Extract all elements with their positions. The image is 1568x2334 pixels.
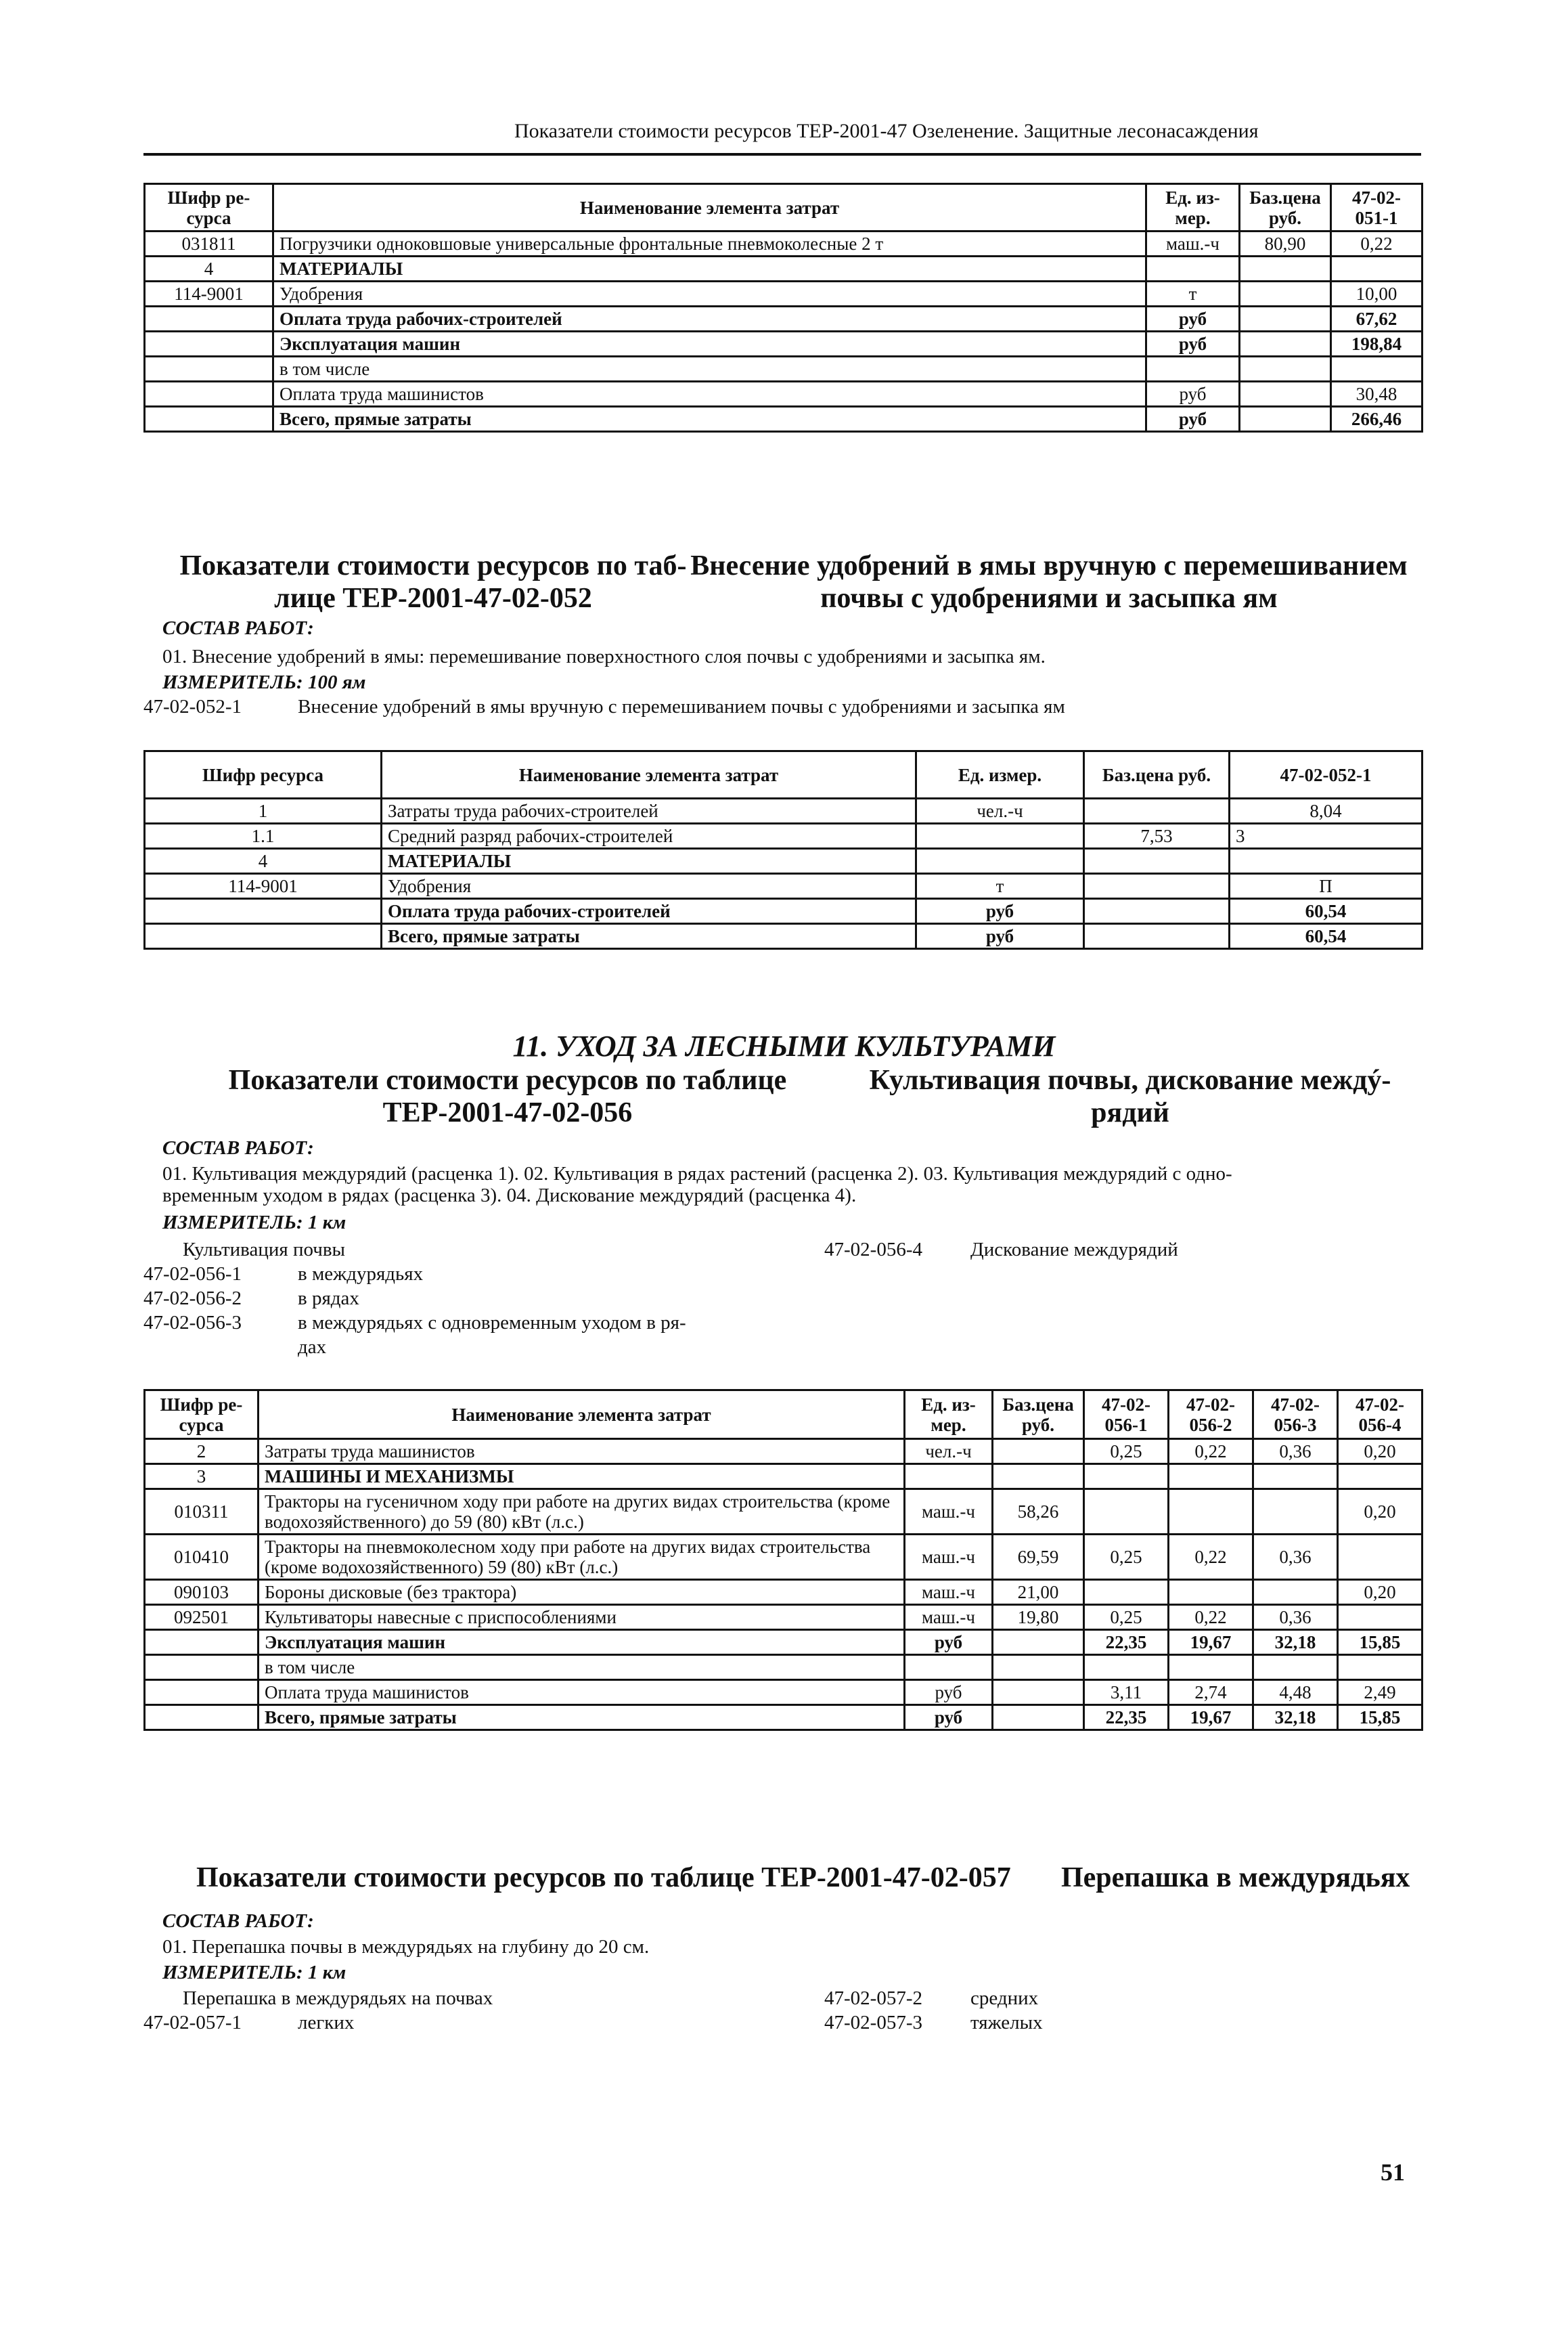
table-row: в том числе	[145, 1655, 1423, 1680]
izmeritel: ИЗМЕРИТЕЛЬ: 1 км	[162, 1212, 346, 1233]
izmeritel: ИЗМЕРИТЕЛЬ: 1 км	[162, 1962, 346, 1983]
table-row: 010410 Тракторы на пневмоколесном ходу при работе на других видах строительства (кроме водохозяйственного) 59 (80) кВт (л.с.) маш.-ч 69,59 0,25 0,22 0,36	[145, 1535, 1423, 1580]
col-header: Наименование элемента затрат	[259, 1390, 905, 1439]
col-header: Наименование элемента затрат	[382, 751, 916, 799]
table-row: 031811 Погрузчики одноковшовые универсальные фронтальные пневмоколесные 2 т маш.-ч 80,90 0,22	[145, 232, 1423, 257]
col-header: 47-02-056-1	[1084, 1390, 1169, 1439]
page-number: 51	[1381, 2159, 1405, 2186]
section-title-right: Внесение удобрений в ямы вручную с перемешиванием почвы с удобрениями и засыпка ям	[690, 550, 1408, 614]
table-row: в том числе	[145, 357, 1423, 382]
rate-description: Внесение удобрений в ямы вручную с перемешиванием почвы с удобрениями и засыпка ям	[298, 696, 1065, 718]
section-title-right: Культивация почвы, дискование междý- рядий	[869, 1065, 1391, 1128]
table-row: 090103 Бороны дисковые (без трактора) маш.-ч 21,00 0,20	[145, 1580, 1423, 1605]
col-header: Шифр ре-сурса	[145, 184, 273, 232]
table-row: 1 Затраты труда рабочих-строителей чел.-ч 8,04	[145, 799, 1423, 824]
rate-description: Дискование междурядий	[970, 1239, 1178, 1260]
table-row: 114-9001 Удобрения т П	[145, 874, 1423, 899]
table-row: Оплата труда рабочих-строителей руб 60,54	[145, 899, 1423, 924]
table-row: 3 МАШИНЫ И МЕХАНИЗМЫ	[145, 1464, 1423, 1489]
rate-description: тяжелых	[970, 2012, 1043, 2033]
table-row: 2 Затраты труда машинистов чел.-ч 0,25 0,22 0,36 0,20	[145, 1439, 1423, 1464]
resource-table-051	[143, 183, 1423, 433]
izmeritel: ИЗМЕРИТЕЛЬ: 100 ям	[162, 671, 366, 693]
col-header: Ед. измер.	[916, 751, 1084, 799]
rate-code: 47-02-056-1	[143, 1263, 242, 1285]
sostav-text: 01. Внесение удобрений в ямы: перемешивание поверхностного слоя почвы с удобрениями и засыпка ям.	[162, 646, 1046, 667]
rate-description: в междурядьях	[298, 1263, 424, 1285]
col-header: 47-02-051-1	[1331, 184, 1423, 232]
table-row: Всего, прямые затраты руб 266,46	[145, 407, 1423, 432]
table-row: Оплата труда рабочих-строителей руб 67,62	[145, 307, 1423, 332]
table-row: 010311 Тракторы на гусеничном ходу при работе на других видах строительства (кроме водохозяйственного) до 59 (80) кВт (л.с.) маш.-ч 58,26 0,20	[145, 1489, 1423, 1535]
sostav-text: 01. Перепашка почвы в междурядьях на глубину до 20 см.	[162, 1936, 650, 1958]
rate-description: в междурядьях с одновременным уходом в ря-	[298, 1312, 686, 1334]
col-header: 47-02-052-1	[1230, 751, 1423, 799]
resource-table-056	[143, 1389, 1423, 1731]
table-row: 114-9001 Удобрения т 10,00	[145, 282, 1423, 307]
table-row: 1.1 Средний разряд рабочих-строителей 7,53 3	[145, 824, 1423, 849]
section-title-left: Показатели стоимости ресурсов по таблице ТЕР-2001-47-02-056	[228, 1065, 787, 1128]
group-label: Культивация почвы	[183, 1239, 346, 1260]
col-header: Баз.цена руб.	[993, 1390, 1084, 1439]
rate-code: 47-02-052-1	[143, 696, 242, 718]
rate-code: 47-02-057-2	[824, 1987, 922, 2009]
section-title-right: Перепашка в междурядьях	[1061, 1862, 1410, 1893]
rate-description: в рядах	[298, 1287, 359, 1309]
rate-code: 47-02-057-1	[143, 2012, 242, 2033]
table-row: Эксплуатация машин руб 22,35 19,67 32,18 15,85	[145, 1630, 1423, 1655]
chapter-title: 11. УХОД ЗА ЛЕСНЫМИ КУЛЬТУРАМИ	[512, 1030, 1056, 1063]
rate-code: 47-02-056-4	[824, 1239, 922, 1260]
col-header: Наименование элемента затрат	[273, 184, 1146, 232]
col-header: 47-02-056-2	[1169, 1390, 1253, 1439]
table-row: Всего, прямые затраты руб 22,35 19,67 32,18 15,85	[145, 1705, 1423, 1730]
sostav-label: СОСТАВ РАБОТ:	[162, 1137, 314, 1159]
col-header: Шифр ресурса	[145, 751, 382, 799]
rate-code: 47-02-056-3	[143, 1312, 242, 1334]
col-header: Баз.цена руб.	[1084, 751, 1230, 799]
col-header: Ед. из-мер.	[1146, 184, 1240, 232]
table-row: Оплата труда машинистов руб 30,48	[145, 382, 1423, 407]
col-header: 47-02-056-3	[1253, 1390, 1338, 1439]
rate-description: средних	[970, 1987, 1039, 2009]
col-header: 47-02-056-4	[1338, 1390, 1423, 1439]
section-title-left: Показатели стоимости ресурсов по таб- лице ТЕР-2001-47-02-052	[179, 550, 687, 614]
rate-code: 47-02-056-2	[143, 1287, 242, 1309]
header-rule	[143, 153, 1421, 156]
running-header: Показатели стоимости ресурсов ТЕР-2001-47 Озеленение. Защитные лесонасаждения	[514, 120, 1259, 142]
rate-code: 47-02-057-3	[824, 2012, 922, 2033]
table-row: Эксплуатация машин руб 198,84	[145, 332, 1423, 357]
sostav-label: СОСТАВ РАБОТ:	[162, 617, 314, 639]
col-header: Шифр ре-сурса	[145, 1390, 259, 1439]
table-row: 4 МАТЕРИАЛЫ	[145, 849, 1423, 874]
rate-description: легких	[298, 2012, 355, 2033]
table-row: 4 МАТЕРИАЛЫ	[145, 257, 1423, 282]
sostav-label: СОСТАВ РАБОТ:	[162, 1910, 314, 1932]
section-title-left: Показатели стоимости ресурсов по таблице ТЕР-2001-47-02-057	[196, 1862, 1011, 1893]
resource-table-052	[143, 750, 1423, 950]
rate-description-cont: дах	[298, 1336, 327, 1358]
group-label: Перепашка в междурядьях на почвах	[183, 1987, 493, 2009]
col-header: Ед. из-мер.	[905, 1390, 993, 1439]
sostav-text: 01. Культивация междурядий (расценка 1). 02. Культивация в рядах растений (расценка 2). 03. Культивация междурядий с одно- временным уходом в рядах (расценка 3). 04. Дискование междурядий (расценка 4).	[162, 1163, 1232, 1206]
table-row: Оплата труда машинистов руб 3,11 2,74 4,48 2,49	[145, 1680, 1423, 1705]
table-row: Всего, прямые затраты руб 60,54	[145, 924, 1423, 949]
table-row: 092501 Культиваторы навесные с приспособлениями маш.-ч 19,80 0,25 0,22 0,36	[145, 1605, 1423, 1630]
col-header: Баз.цена руб.	[1240, 184, 1331, 232]
